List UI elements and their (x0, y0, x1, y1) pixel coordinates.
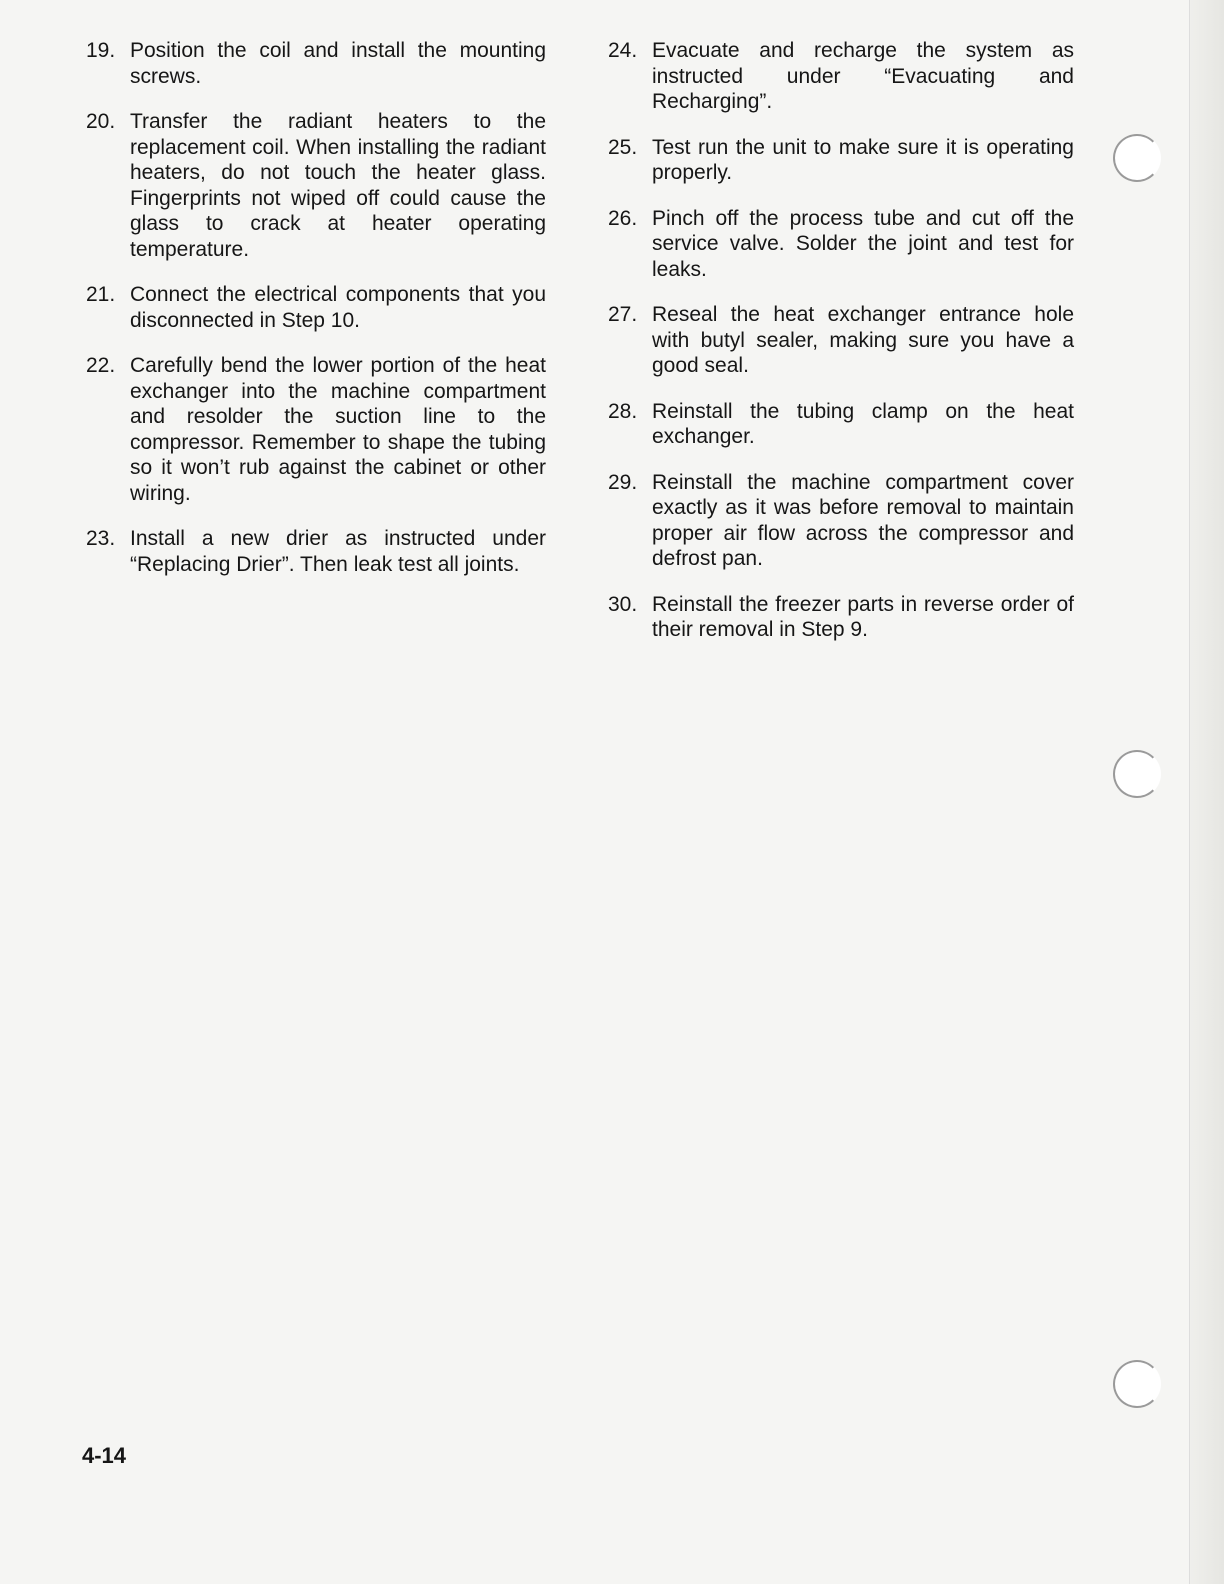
step-text: Reinstall the machine compartment cover exactly as it was before removal to maintain proper air flow across the compressor and defrost pan. (652, 470, 1074, 570)
step-item (86, 109, 546, 262)
step-item (608, 135, 1074, 186)
step-number: 26. (608, 206, 638, 230)
step-text: Evacuate and recharge the system as instructed under “Evacuating and Recharging”. (652, 39, 1074, 113)
step-text: Transfer the radiant heaters to the replacement coil. When installing the radiant heaters, do not touch the heater glass. Fingerprints not wiped off could cause the glass to crack at heater operating temperature. (130, 110, 546, 261)
right-column-steps (608, 38, 1074, 663)
left-column-steps (86, 38, 546, 597)
step-number: 30. (608, 592, 638, 616)
step-text: Install a new drier as instructed under “Replacing Drier”. Then leak test all joints. (130, 527, 546, 576)
step-item (86, 353, 546, 506)
step-text: Reseal the heat exchanger entrance hole with butyl sealer, making sure you have a good seal. (652, 303, 1074, 377)
step-number: 20. (86, 110, 116, 133)
step-number: 23. (86, 527, 116, 550)
step-number: 29. (608, 470, 638, 494)
step-item (608, 592, 1074, 643)
step-text: Pinch off the process tube and cut off the service valve. Solder the joint and test for leaks. (652, 206, 1074, 281)
step-text: Carefully bend the lower portion of the heat exchanger into the machine compartment and resolder the suction line to the compressor. Remember to shape the tubing so it won’t rub against the cabinet or other wiring. (130, 354, 546, 505)
step-number: 21. (86, 283, 116, 306)
page-edge (1189, 0, 1224, 1584)
step-text: Reinstall the tubing clamp on the heat exchanger. (652, 399, 1074, 448)
step-item (86, 38, 546, 89)
binder-hole (1113, 750, 1161, 798)
step-item (608, 206, 1074, 283)
step-number: 22. (86, 354, 116, 377)
step-number: 28. (608, 399, 638, 423)
step-item (86, 526, 546, 577)
binder-hole (1113, 134, 1161, 182)
step-item (608, 38, 1074, 115)
step-item (608, 399, 1074, 450)
step-number: 19. (86, 39, 116, 62)
step-number: 25. (608, 135, 638, 159)
page-number: 4-14 (82, 1443, 127, 1468)
step-text: Position the coil and install the mounting screws. (130, 39, 546, 88)
step-number: 27. (608, 303, 638, 326)
step-item (86, 282, 546, 333)
step-item (608, 470, 1074, 572)
step-text: Test run the unit to make sure it is operating properly. (652, 135, 1074, 184)
step-text: Reinstall the freezer parts in reverse order of their removal in Step 9. (652, 592, 1074, 641)
step-number: 24. (608, 39, 638, 62)
binder-hole (1113, 1360, 1161, 1408)
step-item (608, 302, 1074, 379)
step-text: Connect the electrical components that you disconnected in Step 10. (130, 283, 546, 332)
